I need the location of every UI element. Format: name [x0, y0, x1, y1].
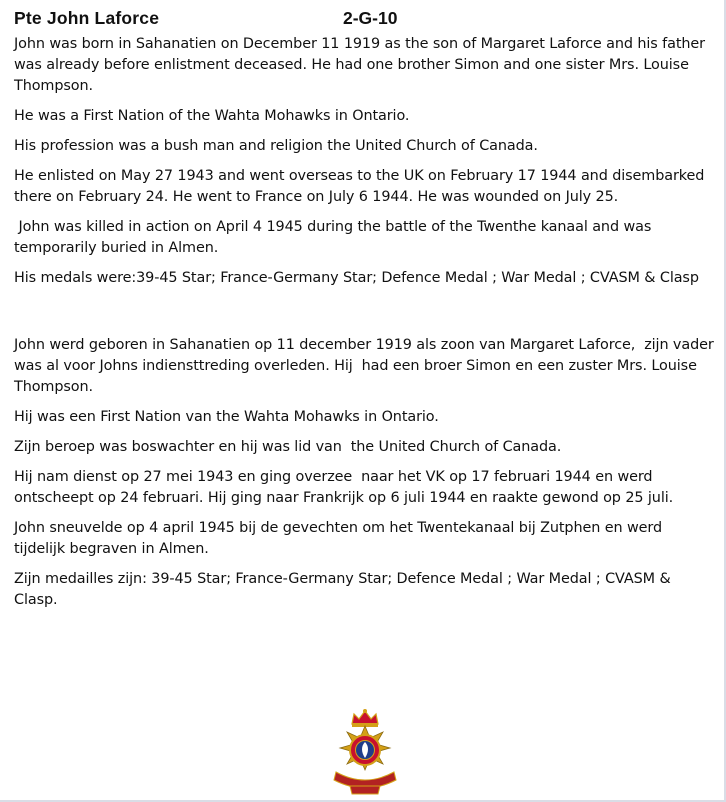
dutch-section [14, 335, 719, 611]
paragraph-service-en: He enlisted on May 27 1943 and went overseas to the UK on February 17 1944 and disembarked there on February 24. He went to France on July 6 1944. He was wounded on July 25. [14, 168, 705, 205]
document-header [14, 6, 714, 34]
paragraph-medals-en: His medals were:39-45 Star; France-Germany Star; Defence Medal ; War Medal ; CVASM & Clasp [14, 270, 699, 286]
paragraph-profession-en: His profession was a bush man and religion the United Church of Canada. [14, 138, 538, 154]
paragraph-profession-nl: Zijn beroep was boswachter en hij was lid van the United Church of Canada. [14, 439, 562, 455]
english-section [14, 34, 714, 289]
paragraph-birth-en: John was born in Sahanatien on December 11 1919 as the son of Margaret Laforce and his father was already before enlistment deceased. He had one brother Simon and one sister Mrs. Louise Thompson. [14, 36, 705, 94]
section-gap [14, 298, 714, 335]
paragraph-nation-en: He was a First Nation of the Wahta Mohawks in Ontario. [14, 108, 410, 124]
grave-number: 2-G-10 [343, 8, 398, 28]
paragraph-service-nl: Hij nam dienst op 27 mei 1943 en ging overzee naar het VK op 17 februari 1944 en werd ontscheept op 24 februari. Hij ging naar Frankrijk op 6 juli 1944 en raakte gewond op 25 juli. [14, 469, 674, 506]
paragraph-birth-nl: John werd geboren in Sahanatien op 11 december 1919 als zoon van Margaret Laforce, zijn vader was al voor Johns indiensttreding overleden. Hij had een broer Simon en een zuster Mrs. Louise Thompson. [14, 337, 719, 395]
paragraph-medals-nl: Zijn medailles zijn: 39-45 Star; France-Germany Star; Defence Medal ; War Medal ; CVASM & Clasp. [14, 571, 671, 608]
soldier-name: Pte John Laforce [14, 8, 160, 28]
regimental-badge-icon [326, 708, 404, 796]
document-page [14, 6, 719, 620]
paragraph-nation-nl: Hij was een First Nation van the Wahta Mohawks in Ontario. [14, 409, 439, 425]
paragraph-death-en: John was killed in action on April 4 1945 during the battle of the Twenthe kanaal and was temporarily buried in Almen. [14, 219, 656, 256]
paragraph-death-nl: John sneuvelde op 4 april 1945 bij de gevechten om het Twentekanaal bij Zutphen en werd tijdelijk begraven in Almen. [14, 520, 662, 557]
